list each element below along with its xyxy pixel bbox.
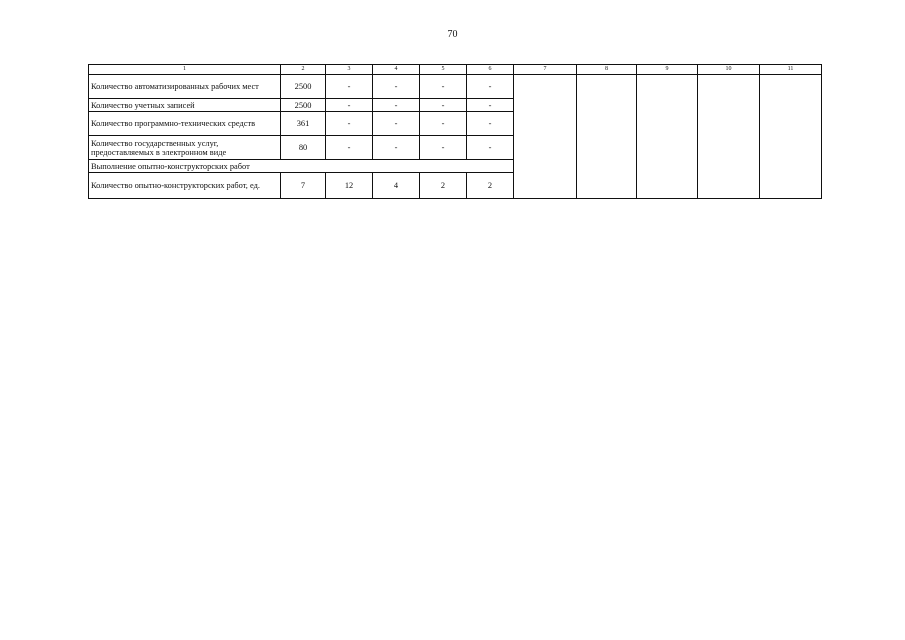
column-header: 3 (326, 65, 373, 75)
cell-value: 7 (281, 173, 326, 199)
column-header: 4 (373, 65, 420, 75)
cell-value: 2500 (281, 75, 326, 99)
cell-value: 12 (326, 173, 373, 199)
cell-value: 4 (373, 173, 420, 199)
cell-value: 2 (467, 173, 514, 199)
section-title-rd: Выполнение опытно-конструкторских работ (89, 160, 514, 173)
cell-value: - (467, 75, 514, 99)
cell-value: - (420, 99, 467, 112)
column-header: 9 (637, 65, 698, 75)
cell-value: - (373, 75, 420, 99)
cell-value: - (420, 112, 467, 136)
row-label: Количество автоматизированных рабочих мест (89, 75, 281, 99)
row-label: Количество опытно-конструкторских работ, ед. (89, 173, 281, 199)
cell-value: 361 (281, 112, 326, 136)
finance-cell-empty (514, 75, 577, 199)
page-number: 70 (447, 29, 458, 40)
cell-value: - (373, 136, 420, 160)
column-header: 5 (420, 65, 467, 75)
column-header-row (89, 65, 822, 75)
table-row (89, 75, 822, 99)
cell-value: - (326, 99, 373, 112)
cell-value: - (373, 112, 420, 136)
column-header: 7 (514, 65, 577, 75)
cell-value: - (420, 75, 467, 99)
column-header: 1 (89, 65, 281, 75)
column-header: 2 (281, 65, 326, 75)
column-header: 8 (577, 65, 637, 75)
cell-value: - (326, 75, 373, 99)
cell-value: - (326, 136, 373, 160)
cell-value: - (467, 112, 514, 136)
column-header: 11 (760, 65, 822, 75)
finance-cell-empty (760, 75, 822, 199)
cell-value: - (467, 136, 514, 160)
cell-value: - (420, 136, 467, 160)
row-label: Количество государственных услуг, предоставляемых в электронном виде (89, 136, 281, 160)
column-header: 10 (698, 65, 760, 75)
finance-cell-empty (698, 75, 760, 199)
row-label: Количество программно-технических средств (89, 112, 281, 136)
cell-value: - (373, 99, 420, 112)
budget-table (88, 64, 822, 199)
row-label: Количество учетных записей (89, 99, 281, 112)
cell-value: 2500 (281, 99, 326, 112)
finance-cell-empty (577, 75, 637, 199)
column-header: 6 (467, 65, 514, 75)
cell-value: 2 (420, 173, 467, 199)
finance-cell-empty (637, 75, 698, 199)
cell-value: - (467, 99, 514, 112)
cell-value: - (326, 112, 373, 136)
cell-value: 80 (281, 136, 326, 160)
